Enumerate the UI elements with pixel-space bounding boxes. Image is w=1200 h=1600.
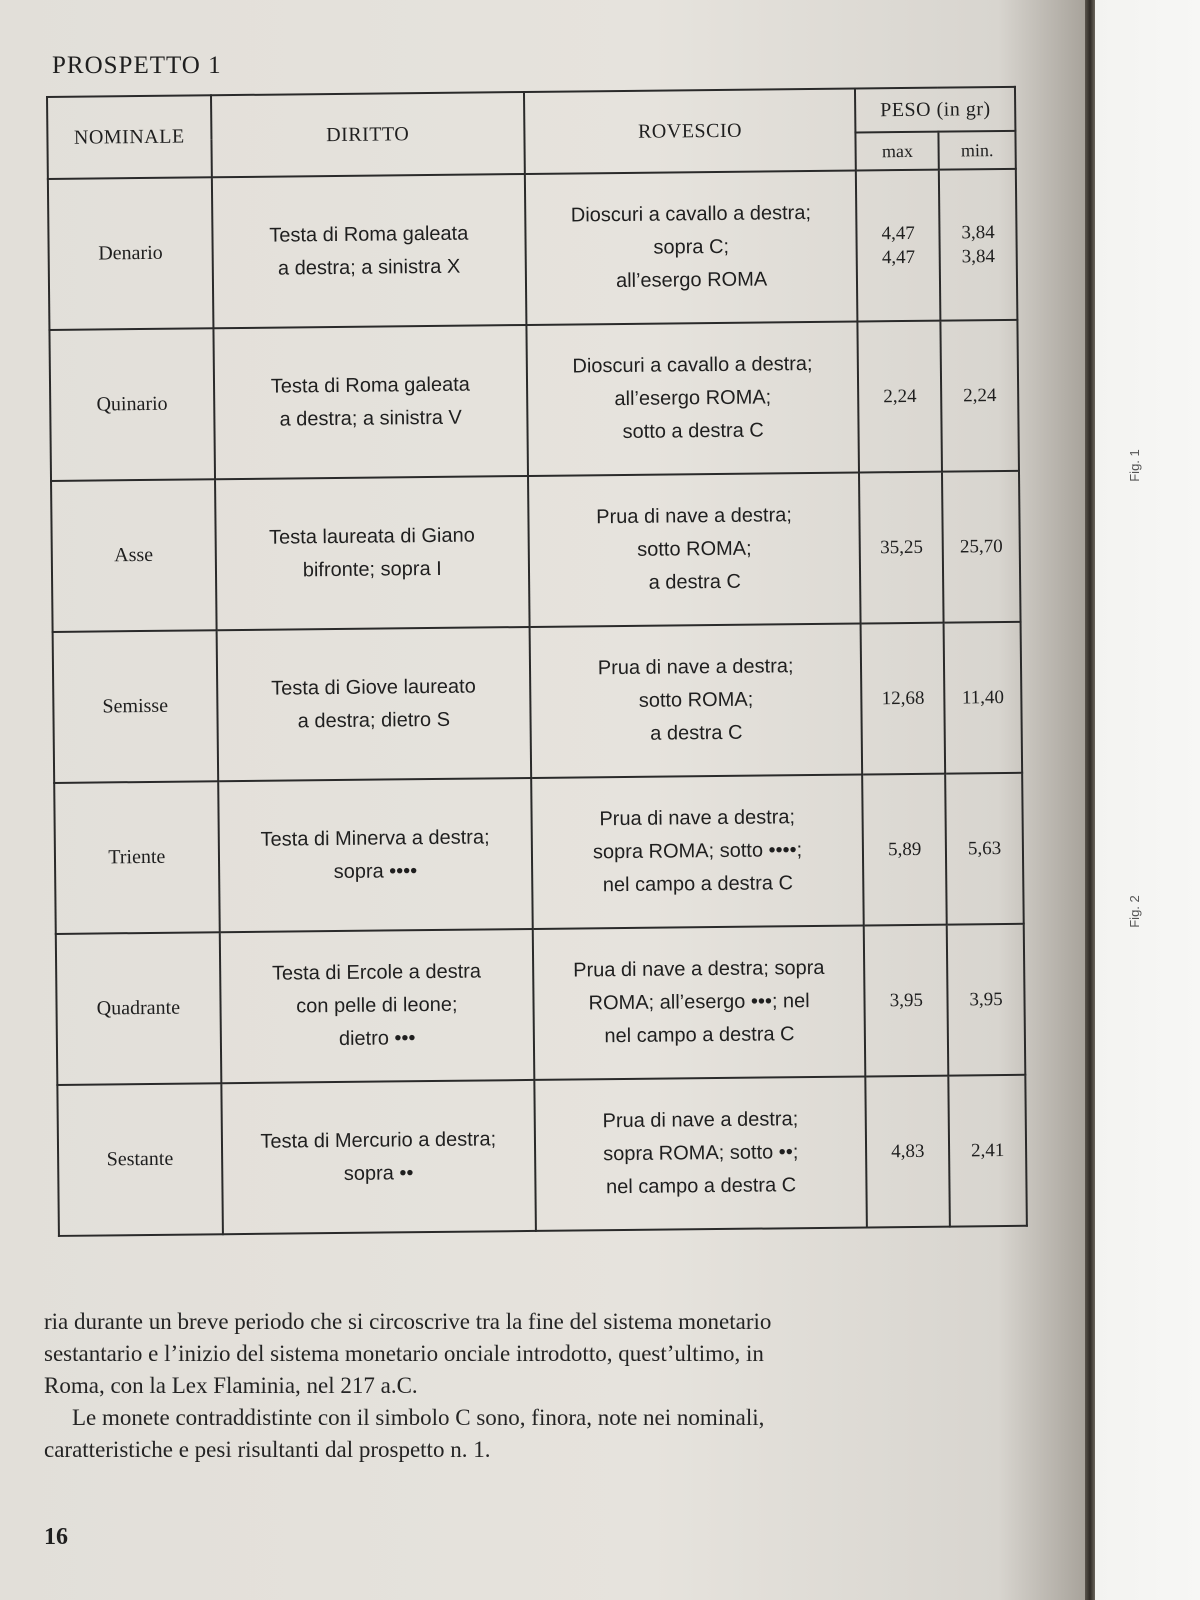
cell-nominale: Quinario bbox=[49, 328, 214, 481]
cell-peso-min bbox=[945, 773, 1023, 925]
cell-rovescio-line: all’esergo ROMA bbox=[615, 268, 768, 293]
cell-peso-min bbox=[942, 471, 1020, 623]
cell-rovescio-line: Dioscuri a cavallo a destra; bbox=[570, 201, 812, 227]
header-rovescio: ROVESCIO bbox=[524, 89, 856, 174]
coin-table bbox=[46, 86, 1028, 1237]
cell-diritto bbox=[215, 476, 530, 630]
cell-rovescio bbox=[534, 1076, 867, 1230]
margin-label-fig2: Fig. 2 bbox=[1126, 895, 1142, 928]
text-line: ria durante un breve periodo che si circoscrive tra la fine del sistema monetario bbox=[44, 1309, 772, 1334]
cell-rovescio-line: all’esergo ROMA; bbox=[614, 386, 772, 411]
cell-nominale: Asse bbox=[51, 479, 216, 632]
cell-peso-max-line: 4,83 bbox=[891, 1140, 925, 1162]
cell-diritto bbox=[219, 929, 534, 1083]
cell-peso-min bbox=[941, 320, 1019, 472]
cell-diritto-line: a destra; dietro S bbox=[297, 708, 451, 732]
cell-peso-max-line: 2,24 bbox=[883, 385, 917, 407]
header-peso: PESO (in gr) bbox=[855, 87, 1015, 133]
cell-peso-min-line: 11,40 bbox=[961, 686, 1005, 708]
cell-diritto-line: Testa di Ercole a destra bbox=[271, 960, 482, 985]
cell-rovescio bbox=[530, 623, 863, 777]
cell-rovescio-line: a destra C bbox=[650, 721, 743, 745]
cell-rovescio bbox=[531, 774, 864, 928]
cell-rovescio-line: nel campo a destra C bbox=[605, 1174, 797, 1199]
cell-peso-max-line: 12,68 bbox=[881, 687, 925, 709]
cell-peso-max bbox=[856, 170, 940, 322]
cell-diritto-line: Testa di Roma galeata bbox=[269, 222, 469, 247]
cell-diritto bbox=[212, 174, 527, 328]
header-max: max bbox=[856, 132, 939, 171]
cell-peso-max bbox=[862, 774, 946, 926]
text-line: Roma, con la Lex Flaminia, nel 217 a.C. bbox=[44, 1373, 418, 1398]
header-nominale: NOMINALE bbox=[47, 95, 212, 179]
cell-peso-min-line: 2,41 bbox=[970, 1139, 1005, 1161]
cell-rovescio-line: Prua di nave a destra; bbox=[597, 655, 794, 680]
cell-peso-min-line: 3,84 bbox=[961, 245, 996, 267]
cell-rovescio bbox=[525, 171, 858, 325]
cell-rovescio-line: sopra C; bbox=[653, 235, 730, 259]
cell-peso-min-line: 2,24 bbox=[963, 384, 997, 406]
cell-nominale: Denario bbox=[48, 177, 213, 330]
cell-rovescio-line: nel campo a destra C bbox=[604, 1023, 795, 1048]
cell-peso-min bbox=[939, 169, 1017, 321]
cell-rovescio-line: nel campo a destra C bbox=[602, 872, 794, 897]
cell-diritto bbox=[221, 1080, 536, 1234]
paragraph-2 bbox=[44, 1402, 1014, 1466]
cell-peso-min-line: 25,70 bbox=[959, 535, 1003, 557]
table-row bbox=[54, 773, 1024, 934]
text-line: sestantario e l’inizio del sistema monetario onciale introdotto, quest’ultimo, in bbox=[44, 1341, 764, 1366]
cell-peso-max bbox=[859, 472, 943, 624]
cell-rovescio bbox=[526, 322, 859, 476]
cell-diritto bbox=[216, 627, 531, 781]
cell-rovescio-line: Prua di nave a destra; bbox=[602, 1108, 799, 1133]
cell-peso-min-line: 3,95 bbox=[969, 988, 1003, 1010]
cell-rovescio-line: sotto ROMA; bbox=[637, 537, 752, 561]
cell-nominale: Semisse bbox=[53, 630, 218, 783]
cell-diritto-line: a destra; a sinistra V bbox=[279, 406, 462, 431]
cell-diritto bbox=[213, 325, 528, 479]
cell-rovescio bbox=[533, 925, 866, 1079]
cell-diritto-line: sopra •• bbox=[343, 1161, 414, 1185]
page-number: 16 bbox=[44, 1524, 68, 1550]
cell-nominale: Triente bbox=[54, 781, 219, 934]
margin-label-fig1: Fig. 1 bbox=[1126, 449, 1142, 482]
cell-nominale: Quadrante bbox=[56, 932, 221, 1085]
header-min: min. bbox=[939, 131, 1016, 170]
cell-peso-min-line: 3,84 bbox=[961, 221, 995, 243]
cell-rovescio-line: Prua di nave a destra; bbox=[599, 806, 796, 831]
cell-nominale: Sestante bbox=[57, 1083, 222, 1236]
cell-peso-max bbox=[858, 321, 942, 473]
cell-peso-max-line: 3,95 bbox=[889, 989, 924, 1011]
book-gutter bbox=[1085, 0, 1095, 1600]
cell-diritto-line: bifronte; sopra I bbox=[302, 557, 442, 581]
cell-rovescio-line: a destra C bbox=[648, 570, 742, 594]
cell-diritto-line: Testa di Roma galeata bbox=[270, 373, 470, 398]
page-title: PROSPETTO 1 bbox=[52, 52, 222, 79]
cell-peso-max bbox=[864, 925, 948, 1077]
cell-rovescio-line: sotto a destra C bbox=[622, 419, 764, 443]
cell-peso-max-line: 4,47 bbox=[881, 222, 915, 244]
cell-diritto-line: Testa di Mercurio a destra; bbox=[260, 1127, 497, 1153]
cell-rovescio-line: ROMA; all’esergo •••; nel bbox=[588, 990, 810, 1015]
table-body bbox=[48, 169, 1027, 1236]
text-line: caratteristiche e pesi risultanti dal prospetto n. 1. bbox=[44, 1437, 491, 1462]
cell-peso-min bbox=[948, 1075, 1026, 1227]
cell-peso-min bbox=[947, 924, 1025, 1076]
table-row bbox=[53, 622, 1023, 783]
cell-diritto-line: con pelle di leone; bbox=[296, 993, 458, 1018]
cell-rovescio-line: Prua di nave a destra; sopra bbox=[573, 956, 825, 982]
cell-peso-max bbox=[861, 623, 945, 775]
cell-rovescio-line: Dioscuri a cavallo a destra; bbox=[572, 352, 813, 378]
table-row bbox=[56, 924, 1026, 1085]
cell-diritto-line: a destra; a sinistra X bbox=[277, 255, 461, 280]
header-diritto: DIRITTO bbox=[211, 92, 525, 177]
cell-rovescio-line: sopra ROMA; sotto ••; bbox=[603, 1141, 799, 1166]
cell-diritto-line: Testa di Giove laureato bbox=[271, 675, 476, 700]
cell-diritto bbox=[218, 778, 533, 932]
cell-peso-min bbox=[944, 622, 1022, 774]
paragraph-1 bbox=[44, 1306, 1014, 1402]
cell-peso-max-line: 5,89 bbox=[887, 838, 922, 860]
cell-peso-max-line: 35,25 bbox=[880, 536, 924, 558]
body-text bbox=[44, 1306, 1014, 1466]
table-row bbox=[49, 320, 1019, 481]
table-row bbox=[48, 169, 1018, 330]
cell-diritto-line: sopra •••• bbox=[333, 859, 418, 883]
cell-diritto-line: Testa di Minerva a destra; bbox=[260, 825, 490, 851]
cell-rovescio-line: Prua di nave a destra; bbox=[596, 504, 793, 529]
cell-rovescio bbox=[528, 473, 861, 627]
text-line: Le monete contraddistinte con il simbolo C sono, finora, note nei nominali, bbox=[72, 1405, 765, 1430]
cell-peso-max bbox=[866, 1076, 950, 1228]
cell-diritto-line: dietro ••• bbox=[338, 1027, 416, 1050]
cell-rovescio-line: sotto ROMA; bbox=[638, 688, 754, 712]
cell-peso-max-line: 4,47 bbox=[881, 246, 916, 268]
book-page-right bbox=[1095, 0, 1200, 1600]
cell-rovescio-line: sopra ROMA; sotto ••••; bbox=[592, 839, 803, 864]
cell-peso-min-line: 5,63 bbox=[967, 837, 1002, 859]
cell-diritto-line: Testa laureata di Giano bbox=[268, 524, 475, 549]
table-row bbox=[57, 1075, 1027, 1236]
table-row bbox=[51, 471, 1021, 632]
